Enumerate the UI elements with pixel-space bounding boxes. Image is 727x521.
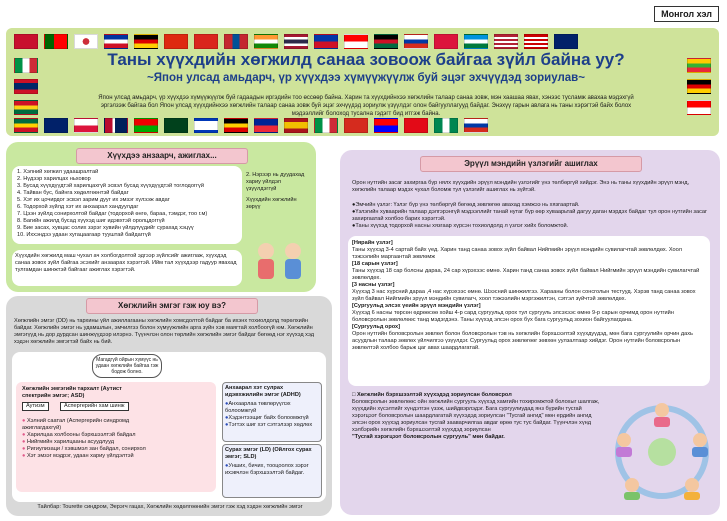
flag-icon	[687, 58, 711, 73]
asd-tag-asperger: Аспергерийн хам шинж	[60, 402, 129, 411]
list-item: ●Анхаарлаа төвлөрүүлэх болоомжгүй	[225, 401, 291, 414]
flag-icon	[14, 100, 38, 115]
school-section	[352, 392, 602, 441]
school-head: □ Хөгжлийн бэрхшээлтэй хүүхэдэд зориулсан боловсрол	[352, 392, 512, 398]
health-panel	[340, 150, 720, 515]
list-item: 4. Тайван бус, байнга хөдөлгөөнтэй байдаг	[17, 190, 129, 196]
list-item: 7. Цээн зүйлд сонирхолтой байдаг (тодорхой өнгө, бараа, тэмдэг, тоо г.м)	[17, 211, 208, 217]
checkup-section: [Сургуульд орох] Орон нутгийн боловсролын зөвлөл болон боловсролын тэв нь хөгжлийн бэрхшээлтэй хүүхдүүдэд, мөн бага сургуулийн орчин дахь асуудлын талаар зөвлөх үйлчилгээ үзүүлдэг. Сургуульд орох зөвлөгөөг зөвхөн уулзалтаар хийдэг. Орон нутгийн боловсролын зөвлөлтэй холбоо барьж цаг авах шаардлагатай.	[352, 324, 693, 351]
flag-icon	[374, 118, 398, 133]
list-item: 10. Иххэндээ удаан хугацаагаар тууштай байдаггүй	[17, 232, 151, 238]
top-flag-row	[14, 34, 578, 49]
checkup-section: [Сургуульд элсэх үеийн эрүүл мэндийн үзлэг] Хүүхэд 6 насны төрсөн өдрөөсөө хойш 4-р сард сургуульд орох тул сургууль элсэхээс өмнө 9-р сарын орчимд орон нутгийн боловсролын зөвлөлөөс танд мэдэгдэнэ. Таны хүүхэд элсэн орох бүх бага сургуульд зохион байгуулагдана.	[352, 303, 674, 323]
checkup-sections	[348, 236, 710, 386]
list-item: ●Хэдэнтээщиг байх болоомжгүй	[225, 415, 309, 421]
flag-icon	[44, 118, 68, 133]
list-item: ● Хэлний саатал (Аспергерийн синдромд ажиглагдахгүй)	[22, 418, 130, 431]
dd-text: Хөгжлийн эмгэг (DD) нь тархины үйл ажиллагааны хөгжлийн хомсдолтой байдаг ба ихэнх тохиолдолд төрөлхийн байдаг. Хөгжлийн эмгэг нь удамшлын, эмчилгээ болон хүмүүжлийн арга зүйн хэв маягтай холбоогүй юм. Хөгжлийн эмгэгүүд нь дор дурдсан шинжүүдээр илэрнэ. Түүнчлэн олон төрлийн хөгжлийн эмгэг байдаг бөгөөд нэг хүүхэд хэд хэдэн хөгжлийн эмгэгтэй байх нь бий.	[14, 318, 314, 345]
bottom-flag-row	[14, 118, 488, 133]
flag-icon	[434, 118, 458, 133]
flag-icon	[314, 34, 338, 49]
dd-diagram	[12, 352, 326, 502]
flag-icon	[74, 118, 98, 133]
flag-icon	[494, 34, 518, 49]
flag-icon	[554, 34, 578, 49]
health-bullets	[352, 202, 710, 230]
flag-icon	[404, 118, 428, 133]
list-item: ●Тэгтэх шиг хэт сэтгэлээр хөдлөх	[225, 422, 313, 428]
flag-icon	[284, 118, 308, 133]
list-item: ● Хэт эмзэг мэдрэг, удаан хариу үйлдэлтэй	[22, 453, 134, 459]
concerns-extra-item: Хүүхдийн хөгжлийн зөрүү	[246, 197, 297, 210]
flag-icon	[344, 118, 368, 133]
list-item: ● Ригиулизаци / хэвшмэл зан байдал, сонирхол	[22, 446, 146, 452]
dd-footer: Тайлбар: Tourette синдром, Эерэгч гацах, Хөгжлийн хөдөлгөөнийн эмгэг гэж хэд хэдэн хөгжлийн эмгэг	[37, 504, 303, 510]
concerns-extra	[246, 172, 312, 211]
health-title: Эрүүл мэндийн үзлэгийг ашиглах	[420, 156, 642, 172]
asd-tag-autism: Аутизм	[22, 402, 49, 411]
ld-title: Сурах эмгэг (LD) (Ойлгох сурах эмгэг; SLD)	[225, 447, 312, 460]
list-item: 2. Нүдээр харилцах ньховор	[17, 176, 91, 182]
flag-icon	[464, 118, 488, 133]
checkup-section: [3 насны үзлэг] Хүүхэд 3 нас хүрсний дараа ,4 нас хүрэхээс өмнө. Шээсний шинжилгээ. Харааны болон сонсголын тестууд. Хэрэв танд санаа зовох зүйл байвал Нийгмийн эрүүл мэндийн сувилагч, хоол тэжээлийн мэргэжилтэн, сэтгэл зүйчтэй зөвлөлдөх.	[352, 282, 696, 302]
flag-icon	[524, 34, 548, 49]
flag-icon	[194, 118, 218, 133]
list-item: ● Харилцаа холбооны бэрхшээлтэй байдал	[22, 432, 136, 438]
children-circle-illustration-icon	[610, 400, 714, 504]
concerns-list-box	[12, 166, 242, 244]
flag-icon	[254, 34, 278, 49]
checkup-section: [18 сарын үзлэг] Таны хүүхэд 18 сар болсны дараа, 24 сар хүрэхээс өмнө. Харин танд санаа зовох зүйл байвал Нийгмийн эрүүл мэндийн сувилагчтай зөвлөлдөх.	[352, 261, 700, 281]
list-item: 3. Бусад хүүхдүүдтэй харилцахгүй эсвэл бусад хүүхдүүдтэй тоглодоггүй	[17, 183, 204, 189]
concerns-panel	[6, 142, 316, 292]
dd-title: Хөгжлийн эмгэг гэж юу вэ?	[86, 298, 258, 314]
flag-icon	[404, 34, 428, 49]
school-last: "Тусгай хэрэгцээт боловсролын сургууль" мөн байдаг.	[352, 434, 505, 440]
flag-icon	[434, 34, 458, 49]
flag-icon	[104, 34, 128, 49]
flag-icon	[374, 34, 398, 49]
concerns-note: Хүүхдийн хөгжилд маш чухал ач холбогдолтой эдгээр зүйлсийг ажиглаж, хүүхдэд санаа зовох зүйл байгаа эсэхийг анзаарах хэрэгтэй. Ийм тал хүүхдээр гадуур явахад тулгамдан шинжтэй байгааг ажиглах хэрэгтэй.	[12, 250, 242, 286]
list-item: ●Таны хүүхэд тодорхой насны хязгаар хүрсэн тохиолдолд л үзлэг хийх боломжтой.	[352, 223, 569, 229]
flag-icon	[687, 100, 711, 115]
header-banner	[6, 28, 719, 136]
flag-icon	[687, 79, 711, 94]
adhd-list	[223, 401, 321, 429]
concerns-list	[15, 169, 239, 239]
children-illustration-icon	[251, 237, 311, 287]
flag-icon	[134, 118, 158, 133]
flag-icon	[44, 34, 68, 49]
concerns-title: Хүүхдээ анзаарч, ажиглах...	[76, 148, 248, 164]
flag-icon	[464, 34, 488, 49]
ld-box	[222, 444, 322, 498]
adhd-box	[222, 382, 322, 442]
asd-list	[22, 418, 162, 460]
asd-box	[16, 382, 216, 492]
list-item: 6. Тодорхой зүйлд хэт их анхаарал хандуулдаг	[17, 204, 139, 210]
flag-icon	[164, 118, 188, 133]
dd-balloon: Магадгүй ойрын хүмүүс нь удаан хөгжлийн байгаа гэж бодож болно.	[92, 354, 162, 378]
flag-icon	[224, 34, 248, 49]
flag-icon	[14, 58, 38, 73]
list-item: ● Нийгмийн харилцааны асуудлууд	[22, 439, 114, 445]
page-title: Таны хүүхдийн хөгжилд санаа зовоож байгаа зүйл байна уу?	[107, 50, 625, 69]
intro-text: Япон улсад амьдарч, үр хүүхдээ хүмүүжүүлж буй гадаадын иргэдийн тоо өссөөр байна. Харин та хүүхдийнхээ хөгжлийн талаар санаа зовж, мэн хаашаа явах, хэнээс тусламж авахаа мэдэхгүй эргэлзэж байгаа бол Япон улсад хүүхдийнхээ хөгжлийн талаар санаа зовж буй эцэг эхчүүдэд зориулж үзүүлдэг олон байгууллагууд байдаг. Энэхүү гарын авлага нь таны хэрэгтэй байх болох мэдээллийг болоход тусална гэдэгт бид итгэж байна.	[98, 95, 634, 117]
concerns-extra-item: 2. Нэрээр нь дуудахад хариу үйлдэл үзүүлдэггүй	[246, 172, 305, 192]
flag-icon	[254, 118, 278, 133]
dd-panel	[6, 296, 332, 516]
flag-icon	[314, 118, 338, 133]
flag-icon	[284, 34, 308, 49]
page-subtitle: ~Япон улсад амьдарч, үр хүүхдээ хүмүүжүүлж буй эцэг эхчүүдэд зориулав~	[147, 72, 585, 84]
flag-icon	[14, 34, 38, 49]
school-text: Боловсролын зөвлөлөөс ойн хөгжлийн сургууль хүүхэд хамгийн тохиромжтой болохыг шалгаж, хүүхдийн хүсэлтийг хүндэтгэн үзэж, шийдвэрлэдэг. Бага сургуулиудад янз бүрийн тусгай хэрэгцээт боловсролын шаардлагатай хүүхэдэд зориулсан "Тусгай ангид" мөн ердийн ангид элсэн орох хүүхэд зориулсан тусгай зааварчилгаа авдаг өрөө тус тус байдаг. Түүнчлэн хүнд хэлбэрийн хөгжлийн бэрхшээлтэй хүүхдэд зориулсан	[352, 399, 600, 433]
adhd-title: Анхаарал хэт сулрах идэвхжилийн эмгэг (ADHD)	[225, 385, 301, 398]
list-item: 1. Хэлний хөгжил удаашралтай	[17, 169, 99, 175]
list-item: 8. Багийн ажилд бусад хүүхэд шиг идэвхтэй оролцдоггүй	[17, 218, 165, 224]
asd-title: Хөгжлийн эмгэгийн тархалт (Аутист спектрийн эмгэг; ASD)	[22, 386, 122, 399]
flag-icon	[344, 34, 368, 49]
flag-icon	[194, 34, 218, 49]
health-intro: Орон нутгийн засаг захиргаа бүр нялх хүүхдийн эрүүл мэндийн үзлэгийг үнэ төлбөргүй хийдэг. Энэ нь таны хүүхдийн эрүүл мэнд, хөгжлийн талаар мэдэх чухал боломж тул үзлэгийг ашиглах нь зүйтэй.	[352, 180, 690, 193]
flag-icon	[104, 118, 128, 133]
list-item: ●Үзлэгийн хуваарийн талаар дэлгэрэнгүй мэдээллийг танай нутаг бүр өөр хуваарьтай дагуу даган мэрдэх байдаг тул орон нутгийн засаг захиргаатай холбоо барих хэрэгтэй.	[352, 209, 708, 222]
flag-icon	[14, 118, 38, 133]
list-item: ●Эмчийн үзлэг: Үзлэг бүр үнэ төлбөргүй бөгөөд зөвлөгөө авахад хэмжээ нь хязгаартай.	[352, 202, 580, 208]
right-flag-column	[687, 58, 711, 115]
checkup-section: [Нярайн үзлэг] Таны хүүхэд 3-4 сартай байх үед. Харин танд санаа зовох зүйл байвал Нийгмийн эрүүл мэндийн сувилагчтай зөвлөлдөх. Хоол тэжээлийн маргаантай зөвлөмж	[352, 240, 682, 260]
flag-icon	[164, 34, 188, 49]
flag-icon	[74, 34, 98, 49]
language-button[interactable]: Монгол хэл	[654, 6, 719, 22]
flag-icon	[134, 34, 158, 49]
list-item: ●Унших, бичих, тооцоолох зэрэг ихэвчлэн бэрхшээлтэй байдаг.	[225, 463, 309, 476]
list-item: 5. Хэт их цочирдог эсвэл зарим дууг их эмзэг хүлээж авдаг	[17, 197, 170, 203]
list-item: 9. Бие засах, хувцас солих зэрэг хувийн үйлдлүүдийг сурахад хэцүү	[17, 225, 194, 231]
left-flag-column	[14, 58, 38, 115]
flag-icon	[14, 79, 38, 94]
flag-icon	[224, 118, 248, 133]
